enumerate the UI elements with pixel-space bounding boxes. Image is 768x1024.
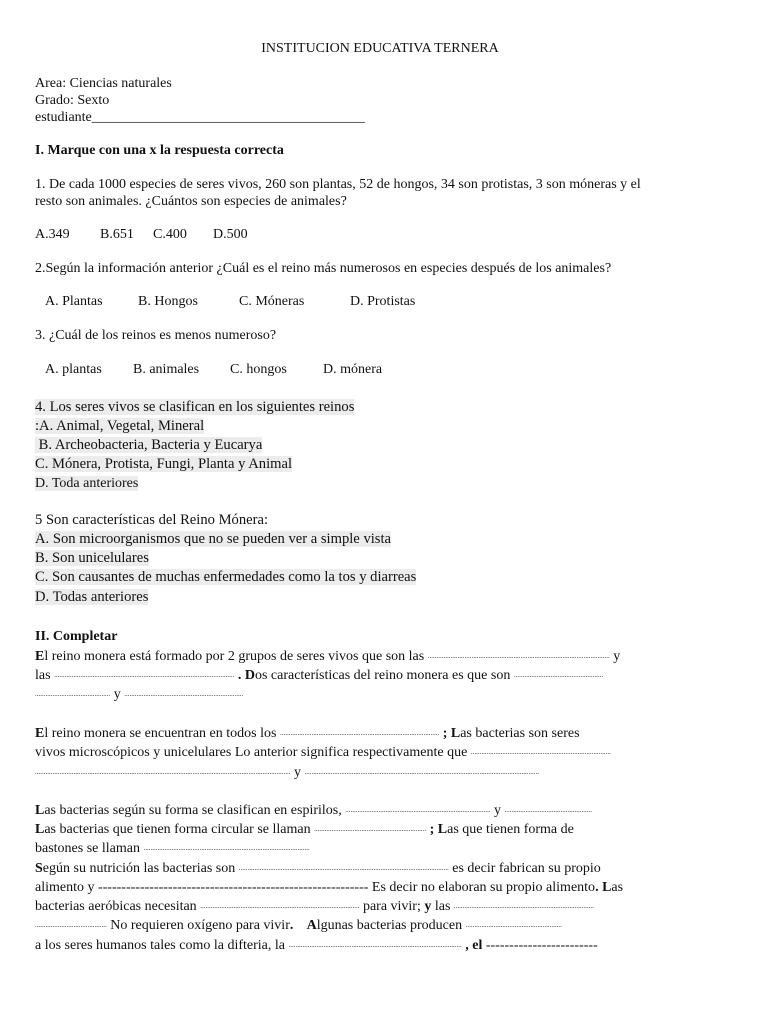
q2-option-b: B. Hongos <box>138 294 198 309</box>
p3-blank5[interactable]: ........................................................................................................................ <box>238 864 449 872</box>
p3-y2: y <box>424 899 432 914</box>
q2-text: 2.Según la información anterior ¿Cuál es el reino más numerosos en especies después de los animales? <box>35 261 612 276</box>
school-title: INSTITUCION EDUCATIVA TERNERA <box>261 41 499 56</box>
q5-option-a: A. Son microorganismos que no se pueden ver a simple vista <box>35 531 392 547</box>
p3-blank8[interactable]: ......................................... <box>35 921 107 929</box>
p3-line7 <box>35 917 562 934</box>
p1-line3 <box>35 686 243 703</box>
p3-text3: as que tienen forma de <box>447 822 574 837</box>
p1-y2: y <box>113 687 121 702</box>
p3-cap6: . A <box>289 918 317 933</box>
q1-option-d: D.500 <box>213 227 248 242</box>
p3-text8: as <box>611 880 624 895</box>
q5-option-d: D. Todas anteriores <box>35 589 149 605</box>
q1-option-c: C.400 <box>153 227 187 242</box>
p2-text2: as bacterias son seres <box>460 726 580 741</box>
p2-text3: vivos microscópicos y unicelulares Lo anterior significa respectivamente que <box>35 745 468 760</box>
p3-text14: a los seres humanos tales como la difteria, la <box>35 938 285 953</box>
p3-text12: No requieren oxígeno para vivir <box>110 918 290 933</box>
p3-text9: bacterias aeróbicas necesitan <box>35 899 197 914</box>
p3-blank10[interactable]: ................................................................................................... <box>288 941 462 949</box>
p3-blank1[interactable]: ................................................................................... <box>345 806 491 814</box>
p3-line4 <box>35 860 601 877</box>
p3-cap3: ; L <box>429 822 448 837</box>
p3-blank11[interactable]: ------------------------ <box>485 938 598 953</box>
p3-text7: alimento y ---------------------------------------------------------- Es decir no elaboran su propio alimento <box>35 880 596 895</box>
q4-option-d: D. Toda anteriores <box>35 476 139 491</box>
p1-blank2[interactable]: ....................................................................................................... <box>54 671 235 679</box>
p3-cap4: S <box>35 861 43 876</box>
p1-line2 <box>35 667 603 684</box>
q5-text: 5 Son características del Reino Mónera: <box>35 512 269 528</box>
p3-text13: lgunas bacterias producen <box>316 918 463 933</box>
p3-line1 <box>35 802 592 819</box>
p1-text1: l reino monera está formado por 2 grupos de seres vivos que son las <box>44 649 425 664</box>
p1-line1 <box>35 648 620 665</box>
q5-option-b: B. Son unicelulares <box>35 550 149 566</box>
p1-las: las <box>35 668 51 683</box>
p3-text1: as bacterias según su forma se clasifican en espirilos, <box>44 803 342 818</box>
p3-line2 <box>35 821 574 838</box>
p1-blank5[interactable]: .................................................................... <box>124 690 244 698</box>
q4-option-c: C. Mónera, Protista, Fungi, Planta y Animal <box>35 456 293 472</box>
p1-blank3[interactable]: ................................................... <box>513 671 604 679</box>
p1-blank1[interactable]: ........................................................................................................ <box>427 652 610 660</box>
q3-text: 3. ¿Cuál de los reinos es menos numeroso? <box>35 328 277 343</box>
p3-line5 <box>35 879 623 896</box>
p2-line3 <box>35 764 539 781</box>
q3-option-d: D. mónera <box>323 362 383 377</box>
p2-text1: l reino monera se encuentran en todos los <box>44 726 277 741</box>
p3-cap2: L <box>35 822 45 837</box>
q4-option-a: :A. Animal, Vegetal, Mineral <box>35 418 205 434</box>
p1-blank4[interactable]: ........................................... <box>35 690 111 698</box>
p3-blank6[interactable]: ........................................................................................... <box>200 902 360 910</box>
q2-option-a: A. Plantas <box>45 294 103 309</box>
p3-blank7[interactable]: ................................................................................ <box>453 902 594 910</box>
p3-text10: para vivir; <box>362 899 421 914</box>
p3-line6 <box>35 898 594 915</box>
p2-line2 <box>35 744 611 761</box>
q3-option-a: A. plantas <box>45 362 102 377</box>
grade-line: Grado: Sexto <box>35 93 110 108</box>
p3-blank3[interactable]: ................................................................ <box>314 825 427 833</box>
q5-option-c: C. Son causantes de muchas enfermedades como la tos y diarreas <box>35 569 417 585</box>
section2-title: II. Completar <box>35 629 118 644</box>
section1-title: I. Marque con una x la respuesta correcta <box>35 143 284 158</box>
p2-blank1[interactable]: ........................................................................................... <box>279 729 440 737</box>
p2-blank2[interactable]: ................................................................................ <box>470 748 611 756</box>
p3-cap1: L <box>35 803 45 818</box>
q4-text: 4. Los seres vivos se clasifican en los siguientes reinos <box>35 399 355 415</box>
p3-text6: es decir fabrican su propio <box>452 861 601 876</box>
p2-blank3[interactable]: .................................................................................................................................................. <box>35 768 291 776</box>
p3-text4: bastones se llaman <box>35 841 140 856</box>
q2-option-c: C. Móneras <box>239 294 305 309</box>
q1-line2: resto son animales. ¿Cuántos son especies de animales? <box>35 194 347 209</box>
p3-blank9[interactable]: ....................................................... <box>465 921 562 929</box>
p1-cap1: E <box>35 649 45 664</box>
p3-blank4[interactable]: ............................................................................................... <box>143 844 310 852</box>
q1-option-a: A.349 <box>35 227 70 242</box>
p3-y1: y <box>494 803 501 818</box>
p3-text2: as bacterias que tienen forma circular se llaman <box>44 822 311 837</box>
p3-line8 <box>35 937 598 954</box>
q3-option-b: B. animales <box>133 362 200 377</box>
p3-cap5: . L <box>595 880 612 895</box>
p2-cap2: ; L <box>442 726 461 741</box>
p3-text15: , el <box>465 938 483 953</box>
q1-option-b: B.651 <box>100 227 134 242</box>
p3-line3 <box>35 840 310 857</box>
p2-cap1: E <box>35 726 45 741</box>
p2-y: y <box>294 765 301 780</box>
q4-option-b: B. Archeobacteria, Bacteria y Eucarya <box>35 437 263 453</box>
q2-option-d: D. Protistas <box>350 294 416 309</box>
p3-blank2[interactable]: .................................................. <box>504 806 592 814</box>
p1-cap2: . D <box>237 668 255 683</box>
q3-option-c: C. hongos <box>230 362 287 377</box>
p3-text11: las <box>434 899 451 914</box>
p2-blank4[interactable]: ...................................................................................................................................... <box>304 768 539 776</box>
p1-y1: y <box>613 649 621 664</box>
q1-line1: 1. De cada 1000 especies de seres vivos, 260 son plantas, 52 de hongos, 34 son protistas, 3 son móneras y el <box>35 177 641 192</box>
student-line: estudiante_______________________________________ <box>35 110 365 125</box>
p1-text2: os características del reino monera es que son <box>254 668 511 683</box>
p3-text5: egún su nutrición las bacterias son <box>42 861 236 876</box>
area-line: Area: Ciencias naturales <box>35 76 172 91</box>
p2-line1 <box>35 725 580 742</box>
